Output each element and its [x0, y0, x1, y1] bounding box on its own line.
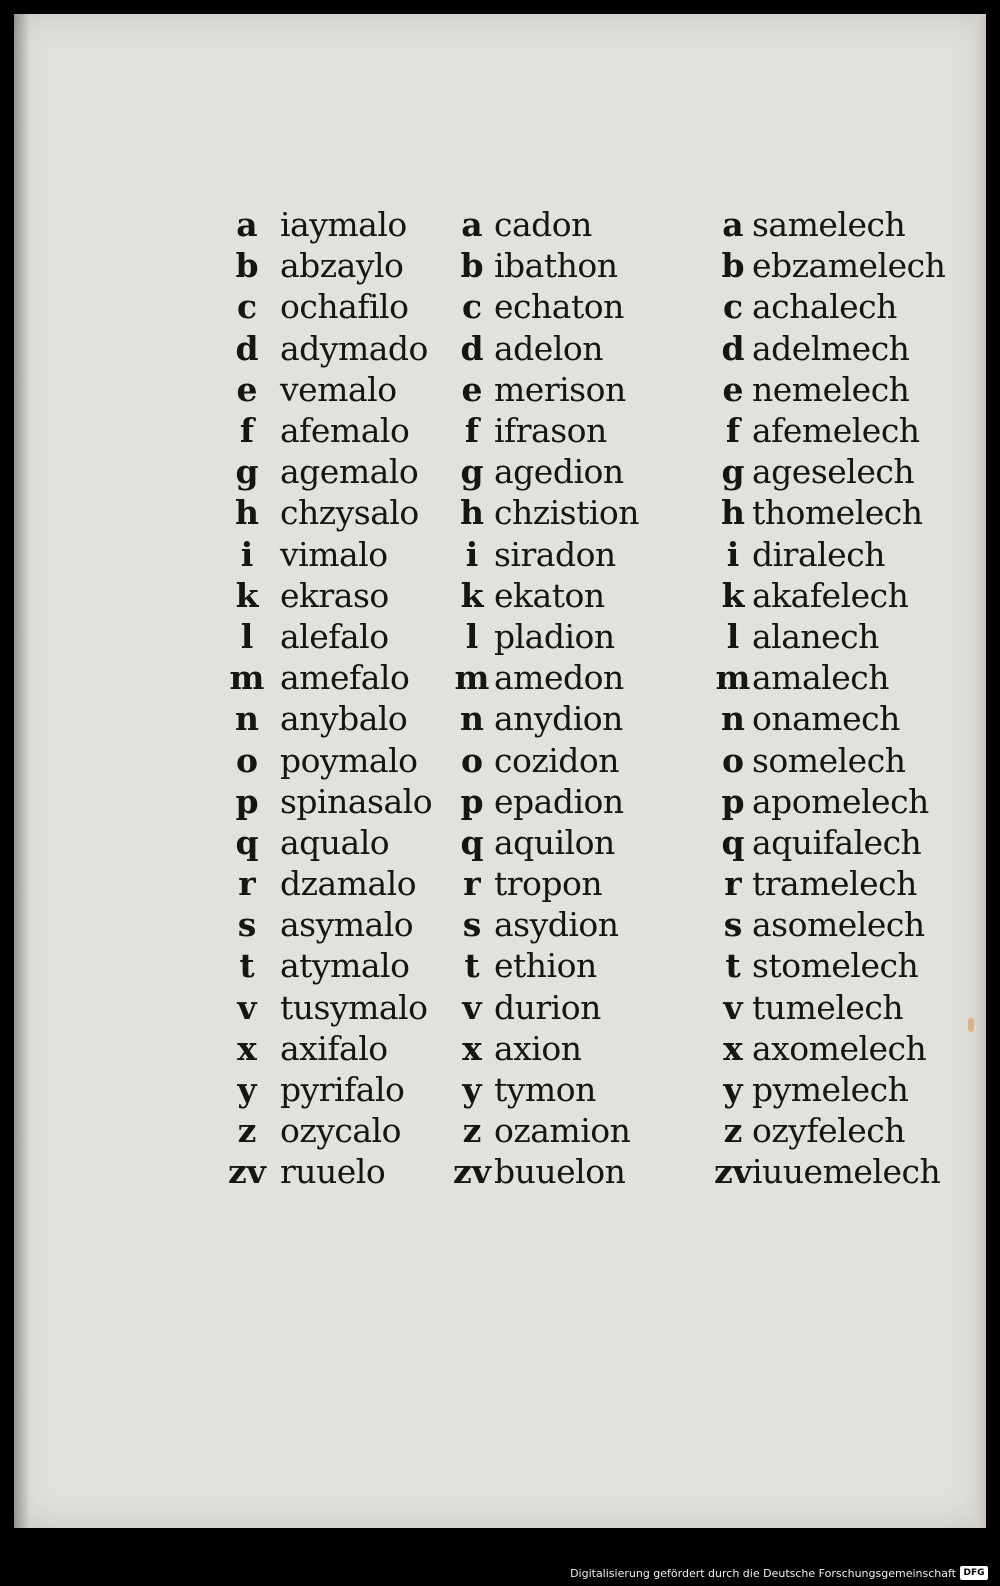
table-row — [214, 739, 974, 780]
row-letter-col3: x — [723, 1028, 743, 1068]
table-row — [214, 1069, 974, 1110]
cipher-word-set3: aquifalech — [752, 822, 922, 862]
row-letter-col3: g — [721, 452, 745, 492]
row-letter-col1: h — [235, 493, 259, 533]
cipher-word-set3: somelech — [752, 740, 906, 780]
cipher-word-set1: iaymalo — [280, 205, 407, 245]
row-letter-col1: zv — [228, 1152, 266, 1192]
cipher-word-set2: tropon — [494, 864, 603, 904]
digitization-footer — [0, 1562, 1000, 1586]
cipher-word-set3: nemelech — [752, 369, 910, 409]
table-row — [214, 1151, 974, 1192]
row-letter-col3: i — [726, 534, 740, 574]
cipher-word-set1: ekraso — [280, 575, 389, 615]
row-letter-col2: n — [460, 699, 484, 739]
row-letter-col1: q — [235, 822, 259, 862]
row-letter-col3: t — [725, 946, 741, 986]
row-letter-col2: x — [462, 1028, 482, 1068]
row-letter-col3: z — [723, 1111, 743, 1151]
cipher-word-set3: akafelech — [752, 575, 909, 615]
cipher-word-set3: tramelech — [752, 864, 917, 904]
table-row — [214, 492, 974, 533]
cipher-word-set2: tymon — [494, 1070, 596, 1110]
row-letter-col1: c — [236, 287, 258, 327]
row-letter-col3: b — [721, 246, 745, 286]
row-letter-col1: o — [235, 740, 258, 780]
cipher-word-set1: poymalo — [280, 740, 418, 780]
cipher-word-set1: agemalo — [280, 452, 419, 492]
cipher-alphabet-table — [214, 204, 974, 1193]
row-letter-col1: g — [235, 452, 259, 492]
table-row — [214, 286, 974, 327]
row-letter-col2: zv — [453, 1152, 491, 1192]
cipher-word-set3: diralech — [752, 534, 885, 574]
row-letter-col2: g — [460, 452, 484, 492]
row-letter-col3: l — [726, 616, 740, 656]
row-letter-col2: r — [463, 864, 481, 904]
row-letter-col3: h — [721, 493, 745, 533]
table-row — [214, 945, 974, 986]
table-row — [214, 1110, 974, 1151]
row-letter-col3: s — [723, 905, 743, 945]
cipher-word-set3: onamech — [752, 699, 900, 739]
row-letter-col3: q — [721, 822, 745, 862]
cipher-word-set3: amalech — [752, 658, 889, 698]
row-letter-col1: a — [236, 205, 258, 245]
table-row — [214, 822, 974, 863]
row-letter-col1: v — [237, 987, 257, 1027]
row-letter-col2: e — [461, 369, 483, 409]
row-letter-col2: m — [454, 658, 490, 698]
table-row — [214, 451, 974, 492]
table-row — [214, 657, 974, 698]
cipher-word-set2: cozidon — [494, 740, 620, 780]
cipher-word-set3: thomelech — [752, 493, 923, 533]
cipher-word-set2: ifrason — [494, 411, 607, 451]
row-letter-col2: i — [465, 534, 479, 574]
row-letter-col1: f — [239, 411, 255, 451]
table-row — [214, 616, 974, 657]
cipher-word-set1: atymalo — [280, 946, 410, 986]
row-letter-col2: z — [462, 1111, 482, 1151]
cipher-word-set2: buuelon — [494, 1152, 626, 1192]
row-letter-col2: k — [460, 575, 484, 615]
row-letter-col3: c — [722, 287, 744, 327]
cipher-word-set3: samelech — [752, 205, 906, 245]
cipher-word-set3: afemelech — [752, 411, 920, 451]
cipher-word-set3: ebzamelech — [752, 246, 946, 286]
table-row — [214, 575, 974, 616]
book-page — [14, 14, 986, 1528]
row-letter-col1: z — [237, 1111, 257, 1151]
cipher-word-set1: aqualo — [280, 822, 390, 862]
cipher-word-set3: ageselech — [752, 452, 915, 492]
row-letter-col3: n — [721, 699, 745, 739]
table-row — [214, 204, 974, 245]
cipher-word-set2: durion — [494, 987, 601, 1027]
cipher-word-set1: pyrifalo — [280, 1070, 405, 1110]
cipher-word-set2: merison — [494, 369, 626, 409]
cipher-word-set2: agedion — [494, 452, 624, 492]
table-row — [214, 369, 974, 410]
cipher-word-set3: alanech — [752, 616, 879, 656]
row-letter-col2: h — [460, 493, 484, 533]
row-letter-col2: f — [464, 411, 480, 451]
row-letter-col1: r — [238, 864, 256, 904]
cipher-word-set1: afemalo — [280, 411, 410, 451]
row-letter-col3: m — [715, 658, 751, 698]
cipher-word-set1: abzaylo — [280, 246, 404, 286]
row-letter-col2: d — [460, 328, 484, 368]
row-letter-col3: y — [723, 1070, 743, 1110]
row-letter-col1: i — [240, 534, 254, 574]
cipher-word-set1: ochafilo — [280, 287, 409, 327]
row-letter-col3: d — [721, 328, 745, 368]
cipher-word-set2: ethion — [494, 946, 597, 986]
row-letter-col1: t — [239, 946, 255, 986]
cipher-word-set3: adelmech — [752, 328, 910, 368]
cipher-word-set2: amedon — [494, 658, 624, 698]
cipher-word-set1: adymado — [280, 328, 428, 368]
row-letter-col2: p — [460, 781, 484, 821]
cipher-word-set3: iuuemelech — [752, 1152, 941, 1192]
cipher-word-set1: asymalo — [280, 905, 414, 945]
row-letter-col2: y — [462, 1070, 482, 1110]
row-letter-col1: d — [235, 328, 259, 368]
cipher-word-set2: echaton — [494, 287, 624, 327]
cipher-word-set2: siradon — [494, 534, 616, 574]
row-letter-col2: q — [460, 822, 484, 862]
row-letter-col3: r — [724, 864, 742, 904]
row-letter-col3: e — [722, 369, 744, 409]
cipher-word-set3: ozyfelech — [752, 1111, 905, 1151]
gutter-shadow — [14, 14, 30, 1528]
cipher-word-set2: ibathon — [494, 246, 618, 286]
row-letter-col3: f — [725, 411, 741, 451]
table-row — [214, 698, 974, 739]
cipher-word-set1: dzamalo — [280, 864, 417, 904]
row-letter-col1: x — [237, 1028, 257, 1068]
cipher-word-set1: spinasalo — [280, 781, 433, 821]
table-row — [214, 328, 974, 369]
cipher-word-set1: anybalo — [280, 699, 408, 739]
row-letter-col1: k — [235, 575, 259, 615]
cipher-word-set3: pymelech — [752, 1070, 909, 1110]
cipher-word-set1: axifalo — [280, 1028, 388, 1068]
page-edge — [976, 14, 986, 1528]
row-letter-col2: l — [465, 616, 479, 656]
cipher-word-set1: amefalo — [280, 658, 410, 698]
row-letter-col2: t — [464, 946, 480, 986]
row-letter-col3: v — [723, 987, 743, 1027]
cipher-word-set1: vemalo — [280, 369, 397, 409]
row-letter-col1: m — [229, 658, 265, 698]
table-row — [214, 781, 974, 822]
row-letter-col2: c — [461, 287, 483, 327]
row-letter-col1: p — [235, 781, 259, 821]
table-row — [214, 1028, 974, 1069]
row-letter-col1: b — [235, 246, 259, 286]
cipher-word-set3: stomelech — [752, 946, 919, 986]
row-letter-col3: p — [721, 781, 745, 821]
cipher-word-set2: cadon — [494, 205, 592, 245]
cipher-word-set2: aquilon — [494, 822, 615, 862]
table-row — [214, 987, 974, 1028]
cipher-word-set2: pladion — [494, 616, 615, 656]
cipher-word-set1: vimalo — [280, 534, 388, 574]
cipher-word-set1: tusymalo — [280, 987, 428, 1027]
cipher-word-set2: axion — [494, 1028, 582, 1068]
row-letter-col3: a — [722, 205, 744, 245]
table-row — [214, 534, 974, 575]
row-letter-col3: k — [721, 575, 745, 615]
cipher-word-set2: adelon — [494, 328, 604, 368]
table-row — [214, 863, 974, 904]
cipher-word-set1: chzysalo — [280, 493, 419, 533]
cipher-word-set1: ruuelo — [280, 1152, 386, 1192]
cipher-word-set1: ozycalo — [280, 1111, 401, 1151]
row-letter-col2: a — [461, 205, 483, 245]
row-letter-col1: s — [237, 905, 257, 945]
row-letter-col1: n — [235, 699, 259, 739]
table-row — [214, 245, 974, 286]
cipher-word-set3: axomelech — [752, 1028, 927, 1068]
row-letter-col2: s — [462, 905, 482, 945]
footer-credit-text: Digitalisierung gefördert durch die Deutsche Forschungsgemeinschaft — [570, 1567, 956, 1580]
cipher-word-set2: anydion — [494, 699, 623, 739]
cipher-word-set3: apomelech — [752, 781, 929, 821]
cipher-word-set3: asomelech — [752, 905, 925, 945]
cipher-word-set2: epadion — [494, 781, 624, 821]
cipher-word-set3: tumelech — [752, 987, 904, 1027]
cipher-word-set2: ozamion — [494, 1111, 631, 1151]
cipher-word-set2: asydion — [494, 905, 619, 945]
row-letter-col1: y — [237, 1070, 257, 1110]
row-letter-col1: l — [240, 616, 254, 656]
row-letter-col2: o — [460, 740, 483, 780]
dfg-logo: DFG — [960, 1566, 988, 1580]
row-letter-col3: o — [721, 740, 744, 780]
cipher-word-set3: achalech — [752, 287, 897, 327]
cipher-word-set2: ekaton — [494, 575, 605, 615]
row-letter-col3: zv — [714, 1152, 752, 1192]
cipher-word-set2: chzistion — [494, 493, 640, 533]
table-row — [214, 410, 974, 451]
row-letter-col2: b — [460, 246, 484, 286]
row-letter-col2: v — [462, 987, 482, 1027]
row-letter-col1: e — [236, 369, 258, 409]
cipher-word-set1: alefalo — [280, 616, 389, 656]
table-row — [214, 904, 974, 945]
